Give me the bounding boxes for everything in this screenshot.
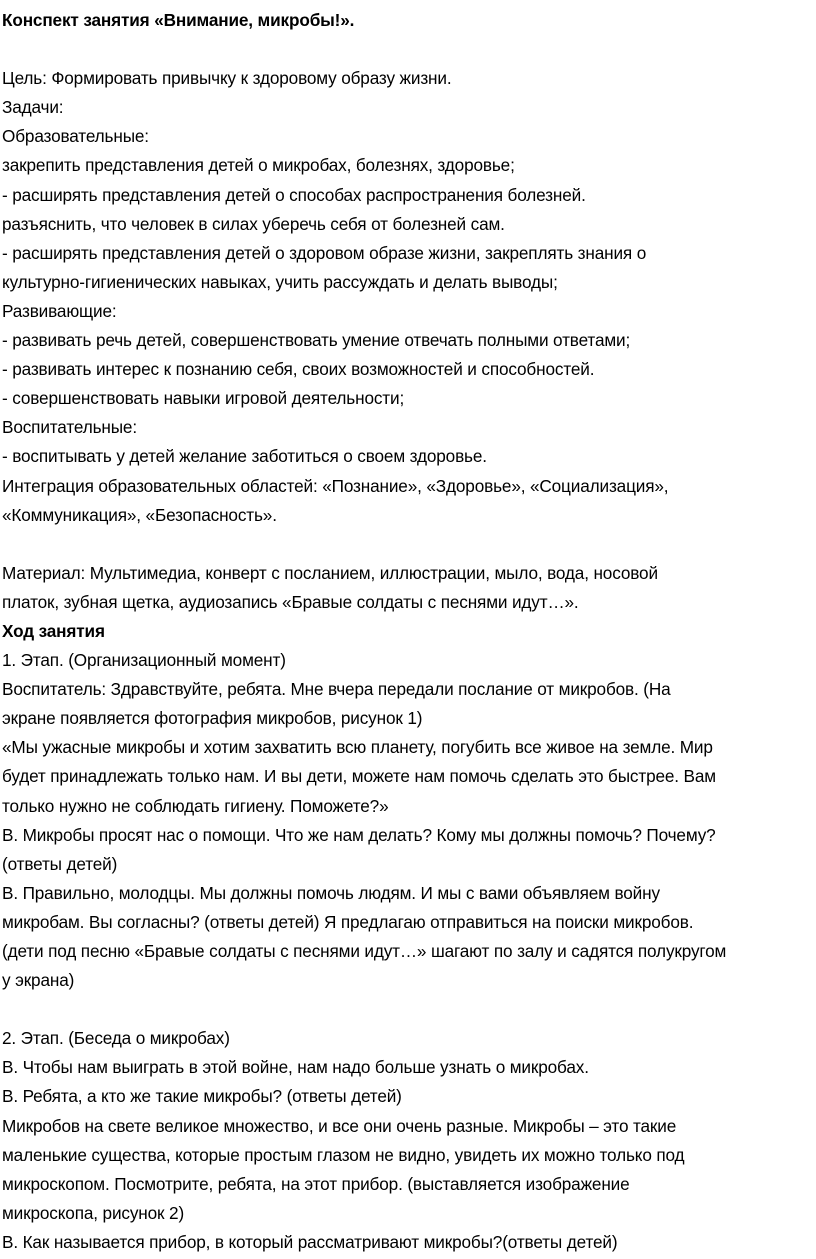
educational-item: культурно-гигиенических навыках, учить рассуждать и делать выводы;: [2, 271, 558, 292]
spacer: [2, 530, 816, 559]
upbringing-heading: Воспитательные:: [2, 417, 137, 438]
stage2-paragraph: В. Как называется прибор, в который рассматривают микробы?(ответы детей): [2, 1231, 618, 1252]
developing-item: - совершенствовать навыки игровой деятельности;: [2, 388, 405, 409]
stage2-heading: 2. Этап. (Беседа о микробах): [2, 1028, 230, 1049]
stage1-heading: 1. Этап. (Организационный момент): [2, 650, 286, 671]
stage1-paragraph: В. Микробы просят нас о помощи. Что же нам делать? Кому мы должны помочь? Почему?: [2, 824, 716, 845]
stage2-paragraph: микроскопом. Посмотрите, ребята, на этот прибор. (выставляется изображение: [2, 1173, 630, 1194]
educational-item: разъяснить, что человек в силах уберечь себя от болезней сам.: [2, 213, 505, 234]
integration-text: «Коммуникация», «Безопасность».: [2, 504, 277, 525]
integration-text: Интеграция образовательных областей: «Познание», «Здоровье», «Социализация»,: [2, 475, 669, 496]
document-title: Конспект занятия «Внимание, микробы!».: [2, 10, 355, 30]
stage1-paragraph: микробам. Вы согласны? (ответы детей) Я предлагаю отправиться на поиски микробов.: [2, 911, 694, 932]
stage1-paragraph: Воспитатель: Здравствуйте, ребята. Мне вчера передали послание от микробов. (На: [2, 679, 671, 700]
developing-heading: Развивающие:: [2, 300, 117, 321]
material-text: платок, зубная щетка, аудиозапись «Бравые солдаты с песнями идут…».: [2, 591, 579, 612]
spacer: [2, 995, 816, 1024]
course-heading: Ход занятия: [2, 620, 105, 641]
upbringing-item: - воспитывать у детей желание заботиться о своем здоровье.: [2, 446, 487, 467]
stage2-paragraph: В. Ребята, а кто же такие микробы? (ответы детей): [2, 1086, 402, 1107]
stage1-paragraph: «Мы ужасные микробы и хотим захватить всю планету, погубить все живое на земле. Мир: [2, 737, 713, 758]
educational-item: - расширять представления детей о способах распространения болезней.: [2, 184, 586, 205]
tasks-heading: Задачи:: [2, 97, 64, 118]
stage1-paragraph: В. Правильно, молодцы. Мы должны помочь людям. И мы с вами объявляем войну: [2, 882, 660, 903]
developing-item: - развивать речь детей, совершенствовать умение отвечать полными ответами;: [2, 330, 631, 351]
spacer: [2, 35, 816, 64]
educational-item: закрепить представления детей о микробах, болезнях, здоровье;: [2, 155, 515, 176]
educational-item: - расширять представления детей о здоровом образе жизни, закреплять знания о: [2, 242, 647, 263]
developing-item: - развивать интерес к познанию себя, своих возможностей и способностей.: [2, 359, 595, 380]
stage2-paragraph: Микробов на свете великое множество, и все они очень разные. Микробы – это такие: [2, 1115, 677, 1136]
stage1-paragraph: будет принадлежать только нам. И вы дети, можете нам помочь сделать это быстрее. Вам: [2, 766, 716, 787]
educational-heading: Образовательные:: [2, 126, 149, 147]
stage1-paragraph: (ответы детей): [2, 853, 118, 874]
stage2-paragraph: маленькие существа, которые простым глазом не видно, увидеть их можно только под: [2, 1144, 685, 1165]
material-text: Материал: Мультимедиа, конверт с посланием, иллюстрации, мыло, вода, носовой: [2, 562, 658, 583]
stage1-paragraph: только нужно не соблюдать гигиену. Поможете?»: [2, 795, 389, 816]
stage1-paragraph: у экрана): [2, 970, 75, 991]
stage2-paragraph: В. Чтобы нам выиграть в этой войне, нам надо больше узнать о микробах.: [2, 1057, 589, 1078]
stage1-paragraph: экране появляется фотография микробов, рисунок 1): [2, 708, 423, 729]
stage2-paragraph: микроскопа, рисунок 2): [2, 1202, 185, 1223]
stage1-paragraph: (дети под песню «Бравые солдаты с песнями идут…» шагают по залу и садятся полукругом: [2, 941, 727, 961]
goal-text: Цель: Формировать привычку к здоровому образу жизни.: [2, 68, 452, 89]
